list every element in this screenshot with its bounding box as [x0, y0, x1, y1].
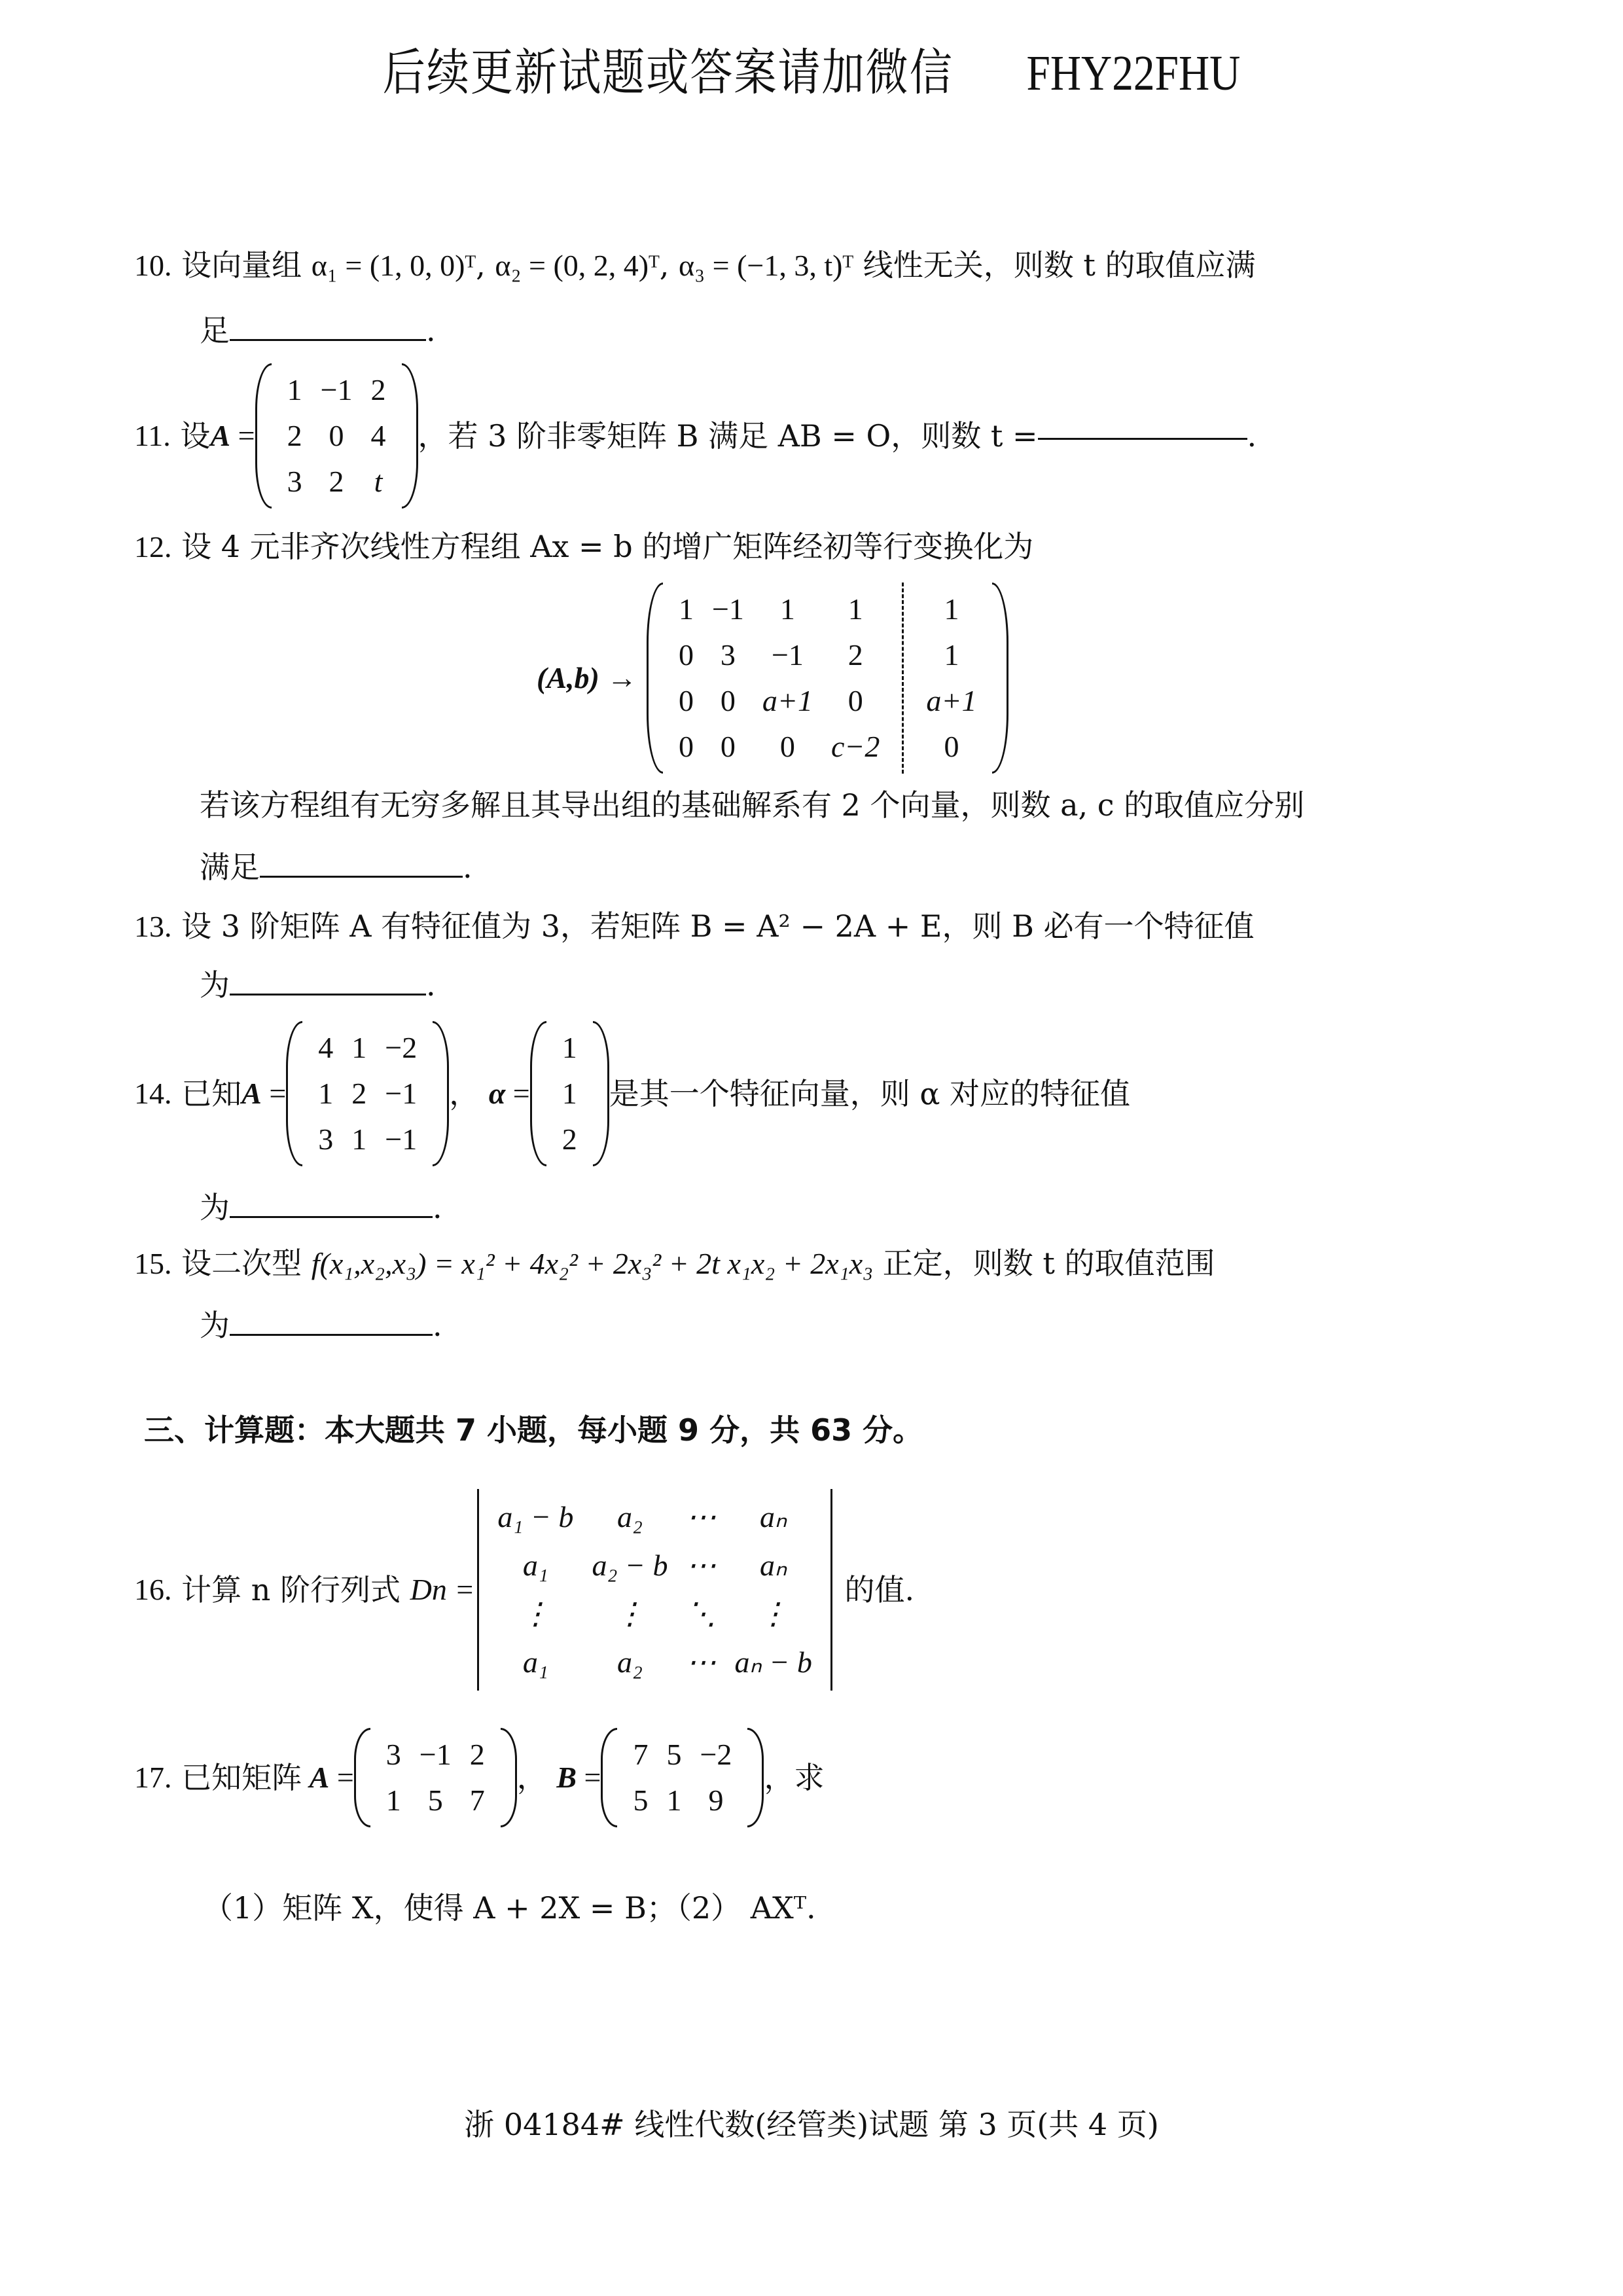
- wechat-id: FHY22FHU: [1026, 46, 1241, 101]
- matrix-grid: [272, 363, 402, 509]
- header-notice-text: 后续更新试题或答案请加微信: [382, 43, 954, 101]
- question-10-answer-line: [200, 311, 436, 350]
- matrix-cell: −1: [320, 373, 353, 406]
- matrix-cell: t: [374, 465, 383, 498]
- matrix-cell: −1: [771, 638, 804, 672]
- right-paren: [992, 583, 1008, 774]
- left-paren: [647, 583, 663, 774]
- matrix-cell: 3: [318, 1122, 334, 1156]
- matrix-cell: a₁ − b: [497, 1500, 574, 1534]
- matrix-cell: a+1: [762, 684, 813, 717]
- period: .: [433, 1190, 442, 1225]
- answer-blank[interactable]: [230, 1211, 433, 1218]
- vector-alpha1: α₁ = (1, 0, 0)ᵀ: [311, 249, 476, 282]
- question-text-suffix: 线性无关，则数 t 的取值应满: [863, 247, 1256, 283]
- answer-prompt: 为: [200, 1308, 230, 1343]
- matrix-cell: 3: [385, 1738, 401, 1771]
- matrix-cell: 1: [385, 1784, 401, 1817]
- matrix-cell: 2: [329, 465, 344, 498]
- matrix-grid-A: [663, 583, 895, 774]
- question-text: 是其一个特征向量，则 α 对应的特征值: [609, 1076, 1131, 1111]
- answer-prompt: 为: [200, 967, 230, 1003]
- matrix-cell: ⋮: [758, 1597, 789, 1630]
- matrix-cell: a₂: [616, 1500, 643, 1534]
- question-12-line2: 若该方程组有无穷多解且其导出组的基础解系有 2 个向量，则数 a, c 的取值应分别: [200, 787, 1305, 823]
- question-text: 计算 n 阶行列式: [181, 1572, 401, 1607]
- left-paren: [255, 363, 272, 509]
- right-paren: [747, 1728, 764, 1827]
- question-13-answer-line: [200, 965, 436, 1005]
- question-15: [134, 1244, 1215, 1283]
- matrix-cell: 1: [351, 1122, 367, 1156]
- matrix-cell: 0: [779, 730, 795, 763]
- matrix-cell: 2: [847, 638, 863, 672]
- answer-blank[interactable]: [230, 988, 426, 996]
- question-text: 设 4 元非齐次线性方程组 Ax = b 的增广矩阵经初等行变换化为: [181, 529, 1034, 564]
- question-11: 11. 设 A = 1 −1 2 2 0 4 3 2 t ，若 3 阶非零矩阵 B 满足 AB = O，则数 t = .: [134, 363, 1257, 509]
- question-text: 已知矩阵: [181, 1760, 302, 1795]
- matrix-cell: 1: [287, 373, 302, 406]
- period: .: [1247, 418, 1257, 454]
- matrix-cell: aₙ − b: [734, 1645, 812, 1679]
- matrix-grid-A: [370, 1728, 501, 1827]
- question-17-subparts: （1）矩阵 X，使得 A + 2X = B；（2） AXᵀ.: [203, 1890, 816, 1926]
- matrix-cell: 1: [944, 592, 959, 626]
- vector-alpha: [530, 1021, 609, 1166]
- page-footer: 浙 04184# 线性代数(经管类)试题 第 3 页(共 4 页): [464, 2107, 1159, 2142]
- matrix-cell: 9: [708, 1784, 724, 1817]
- question-17: 17. 已知矩阵 A = 3 −1 2 1 5 7 ， B = 7 5 −2 5 1 9 ，求: [134, 1728, 824, 1827]
- matrix-cell: 1: [779, 592, 795, 626]
- matrix-B: [601, 1728, 764, 1827]
- matrix-cell: −1: [385, 1122, 418, 1156]
- matrix-cell: a₁: [522, 1645, 548, 1679]
- matrix-column-b: [910, 583, 992, 774]
- right-paren: [593, 1021, 609, 1166]
- period: .: [426, 313, 436, 348]
- period: .: [433, 1308, 442, 1343]
- quadratic-form-formula: f(x₁,x₂,x₃) = x₁² + 4x₂² + 2x₃² + 2t x₁x₂ + 2x₁x₃: [311, 1247, 874, 1280]
- section-3-heading: 三、计算题：本大题共 7 小题，每小题 9 分，共 63 分。: [144, 1412, 923, 1448]
- matrix-cell: a₂ − b: [592, 1549, 668, 1582]
- determinant-grid: [482, 1489, 827, 1691]
- matrix-cell: 4: [318, 1031, 334, 1064]
- right-paren: [501, 1728, 517, 1827]
- augmented-matrix-block: [537, 583, 1008, 774]
- answer-prompt: 足: [200, 313, 230, 348]
- answer-blank[interactable]: [1038, 433, 1247, 440]
- question-text: 设向量组: [181, 247, 302, 283]
- matrix-cell: 3: [720, 638, 736, 672]
- question-number: 10.: [134, 249, 172, 282]
- matrix-cell: 1: [847, 592, 863, 626]
- question-15-answer-line: [200, 1306, 442, 1345]
- question-number: 12.: [134, 530, 172, 564]
- matrix-cell: 5: [666, 1738, 682, 1771]
- matrix-cell: 0: [678, 638, 694, 672]
- matrix-cell: ⋯: [686, 1645, 717, 1679]
- question-14-answer-line: [200, 1188, 442, 1227]
- vector-alpha2: α₂ = (0, 2, 4)ᵀ: [495, 249, 660, 282]
- matrix-A: [255, 363, 418, 509]
- matrix-cell: ⋮: [520, 1597, 551, 1630]
- matrix-A: [354, 1728, 517, 1827]
- question-text: 已知: [181, 1076, 242, 1111]
- left-paren: [601, 1728, 617, 1827]
- matrix-cell: ⋱: [686, 1597, 717, 1630]
- vector-grid: [546, 1021, 593, 1166]
- matrix-cell: −2: [385, 1031, 418, 1064]
- matrix-cell: −1: [711, 592, 744, 626]
- matrix-cell: 0: [720, 730, 736, 763]
- matrix-cell: 4: [370, 419, 386, 452]
- matrix-cell: 3: [287, 465, 302, 498]
- matrix-cell: 0: [847, 684, 863, 717]
- question-text: ，若 3 阶非零矩阵 B 满足 AB = O，则数 t =: [418, 418, 1038, 454]
- question-number: 11.: [134, 419, 171, 452]
- question-10: 10. 设向量组 α₁ = (1, 0, 0)ᵀ, α₂ = (0, 2, 4)ᵀ, α₃ = (−1, 3, t)ᵀ 线性无关，则数 t 的取值应满: [134, 247, 1256, 283]
- augmented-lhs: (A,b) →: [537, 661, 637, 694]
- matrix-cell: aₙ: [760, 1500, 787, 1534]
- matrix-cell: −2: [700, 1738, 732, 1771]
- question-text-suffix: 正定，则数 t 的取值范围: [882, 1246, 1215, 1281]
- question-14: 14. 已知 A = 4 1 −2 1 2 −1 3 1 −1 ， α = 1 1 2 是其一个特征向量，则 α 对应的特征值: [134, 1021, 1130, 1166]
- matrix-cell: 0: [944, 730, 959, 763]
- augmented-matrix: [647, 583, 1009, 774]
- question-number: 15.: [134, 1247, 172, 1280]
- question-text-suffix: ，求: [764, 1760, 825, 1795]
- question-text: 设: [180, 418, 211, 454]
- matrix-cell: 7: [469, 1784, 485, 1817]
- matrix-cell: 1: [318, 1077, 334, 1110]
- matrix-cell: 2: [351, 1077, 367, 1110]
- matrix-cell: 7: [633, 1738, 649, 1771]
- matrix-name: A: [210, 419, 231, 452]
- question-number: 17.: [134, 1761, 172, 1794]
- matrix-cell: 1: [678, 592, 694, 626]
- determinant: [474, 1489, 834, 1691]
- period: .: [426, 967, 436, 1003]
- question-13: [134, 906, 1255, 946]
- matrix-cell: 0: [329, 419, 344, 452]
- question-number: 13.: [134, 910, 172, 943]
- matrix-name: A: [241, 1077, 262, 1110]
- answer-blank[interactable]: [260, 870, 463, 878]
- header-notice: [114, 33, 1510, 104]
- matrix-cell: aₙ: [760, 1549, 787, 1582]
- right-bar: [830, 1489, 832, 1691]
- matrix-cell: a₁: [522, 1549, 548, 1582]
- question-text-suffix: 的值.: [844, 1572, 915, 1607]
- matrix-cell: −1: [385, 1077, 418, 1110]
- answer-blank[interactable]: [230, 334, 426, 341]
- answer-prompt: 满足: [200, 850, 260, 885]
- matrix-cell: 2: [469, 1738, 485, 1771]
- determinant-name: Dn =: [410, 1573, 475, 1606]
- matrix-cell: 5: [427, 1784, 443, 1817]
- matrix-cell: 2: [562, 1122, 577, 1156]
- matrix-cell: c−2: [830, 730, 880, 763]
- question-number: 16.: [134, 1573, 172, 1606]
- left-paren: [286, 1021, 302, 1166]
- matrix-cell: ⋮: [615, 1597, 645, 1630]
- matrix-cell: 1: [562, 1077, 577, 1110]
- question-16: [134, 1489, 914, 1691]
- matrix-cell: 1: [666, 1784, 682, 1817]
- matrix-A: [286, 1021, 449, 1166]
- matrix-cell: −1: [419, 1738, 452, 1771]
- period: .: [463, 850, 473, 885]
- augment-divider: [902, 583, 904, 774]
- vector-alpha3: α₃ = (−1, 3, t)ᵀ: [679, 249, 854, 282]
- vector-name: α: [488, 1077, 506, 1110]
- matrix-cell: a₂: [616, 1645, 643, 1679]
- question-text: 设 3 阶矩阵 A 有特征值为 3，若矩阵 B = A² − 2A + E，则 B 必有一个特征值: [181, 908, 1255, 944]
- answer-blank[interactable]: [230, 1329, 433, 1336]
- left-paren: [530, 1021, 546, 1166]
- left-bar: [477, 1489, 479, 1691]
- matrix-cell: 1: [562, 1031, 577, 1064]
- left-paren: [354, 1728, 370, 1827]
- answer-prompt: 为: [200, 1190, 230, 1225]
- question-12: [134, 527, 1033, 567]
- question-number: 14.: [134, 1077, 172, 1110]
- matrix-grid-B: [617, 1728, 747, 1827]
- matrix-cell: 1: [944, 638, 959, 672]
- matrix-cell: a+1: [926, 684, 977, 717]
- matrix-cell: 0: [678, 730, 694, 763]
- question-text: 设二次型: [181, 1246, 302, 1281]
- matrix-cell: 5: [633, 1784, 649, 1817]
- right-paren: [433, 1021, 449, 1166]
- matrix-cell: 0: [678, 684, 694, 717]
- matrix-cell: 2: [370, 373, 386, 406]
- matrix-grid: [302, 1021, 433, 1166]
- matrix-cell: ⋯: [686, 1500, 717, 1534]
- right-paren: [402, 363, 418, 509]
- matrix-cell: 0: [720, 684, 736, 717]
- matrix-cell: ⋯: [686, 1549, 717, 1582]
- matrix-cell: 1: [351, 1031, 367, 1064]
- matrix-cell: 2: [287, 419, 302, 452]
- question-12-answer-line: [200, 848, 473, 887]
